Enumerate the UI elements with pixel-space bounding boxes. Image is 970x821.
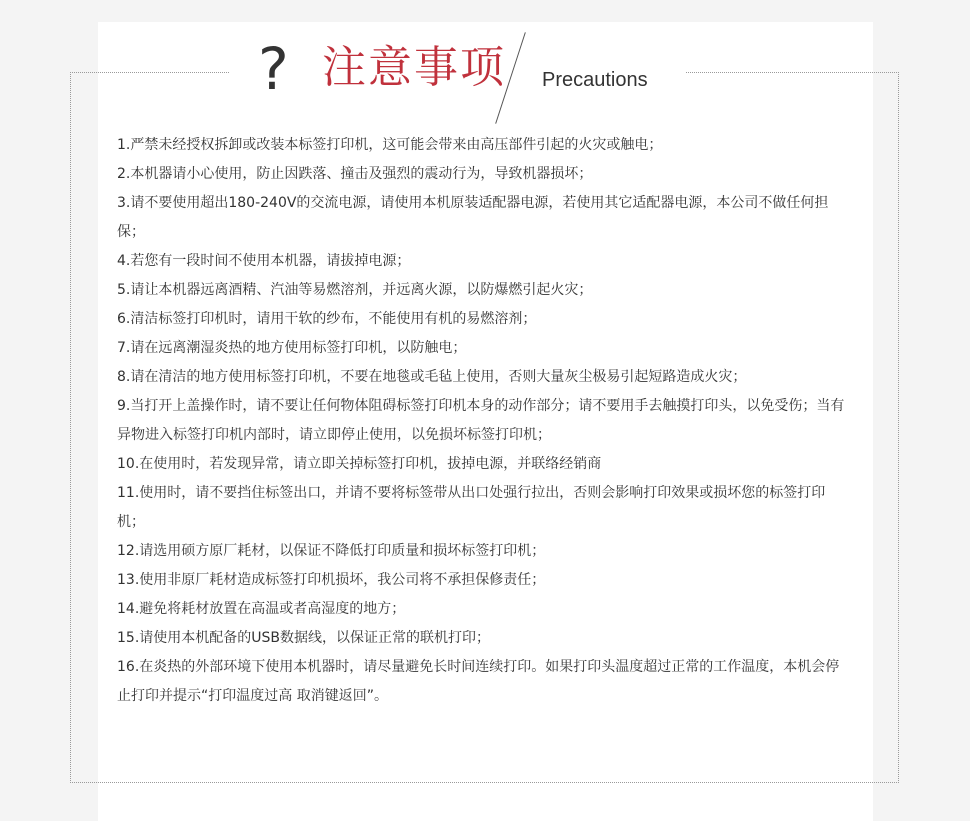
list-item: 3.请不要使用超出180-240V的交流电源，请使用本机原装适配器电源，若使用其它适配器电源，本公司不做任何担保；: [117, 195, 829, 240]
list-item: 14.避免将耗材放置在高温或者高湿度的地方；: [117, 601, 406, 617]
list-item: 7.请在远离潮湿炎热的地方使用标签打印机，以防触电；: [117, 340, 467, 356]
page-subtitle: Precautions: [542, 69, 648, 91]
list-item: 12.请选用硕方原厂耗材，以保证不降低打印质量和损坏标签打印机；: [117, 543, 546, 559]
question-mark-icon: ?: [258, 35, 289, 103]
list-item: 2.本机器请小心使用，防止因跌落、撞击及强烈的震动行为，导致机器损坏；: [117, 166, 593, 182]
list-item: 15.请使用本机配备的USB数据线，以保证正常的联机打印；: [117, 630, 491, 646]
page-title: 注意事项: [322, 42, 506, 93]
list-item: 13.使用非原厂耗材造成标签打印机损坏，我公司将不承担保修责任；: [117, 572, 546, 588]
precautions-list: [117, 131, 852, 711]
list-item: 1.严禁未经授权拆卸或改装本标签打印机，这可能会带来由高压部件引起的火灾或触电；: [117, 137, 663, 153]
list-item: 4.若您有一段时间不使用本机器，请拔掉电源；: [117, 253, 411, 269]
list-item: 11.使用时，请不要挡住标签出口，并请不要将标签带从出口处强行拉出，否则会影响打印效果或损坏您的标签打印机；: [117, 485, 826, 530]
list-item: 6.清洁标签打印机时，请用干软的纱布，不能使用有机的易燃溶剂；: [117, 311, 537, 327]
list-item: 5.请让本机器远离酒精、汽油等易燃溶剂，并远离火源，以防爆燃引起火灾；: [117, 282, 593, 298]
list-item: 10.在使用时，若发现异常，请立即关掉标签打印机，拔掉电源，并联络经销商: [117, 456, 602, 472]
list-item: 8.请在清洁的地方使用标签打印机，不要在地毯或毛毡上使用，否则大量灰尘极易引起短路造成火灾；: [117, 369, 747, 385]
list-item: 16.在炎热的外部环境下使用本机器时，请尽量避免长时间连续打印。如果打印头温度超过正常的工作温度，本机会停止打印并提示“打印温度过高 取消键返回”。: [117, 659, 840, 704]
list-item: 9.当打开上盖操作时，请不要让任何物体阻碍标签打印机本身的动作部分；请不要用手去触摸打印头，以免受伤；当有异物进入标签打印机内部时，请立即停止使用，以免损坏标签打印机；: [117, 398, 845, 443]
